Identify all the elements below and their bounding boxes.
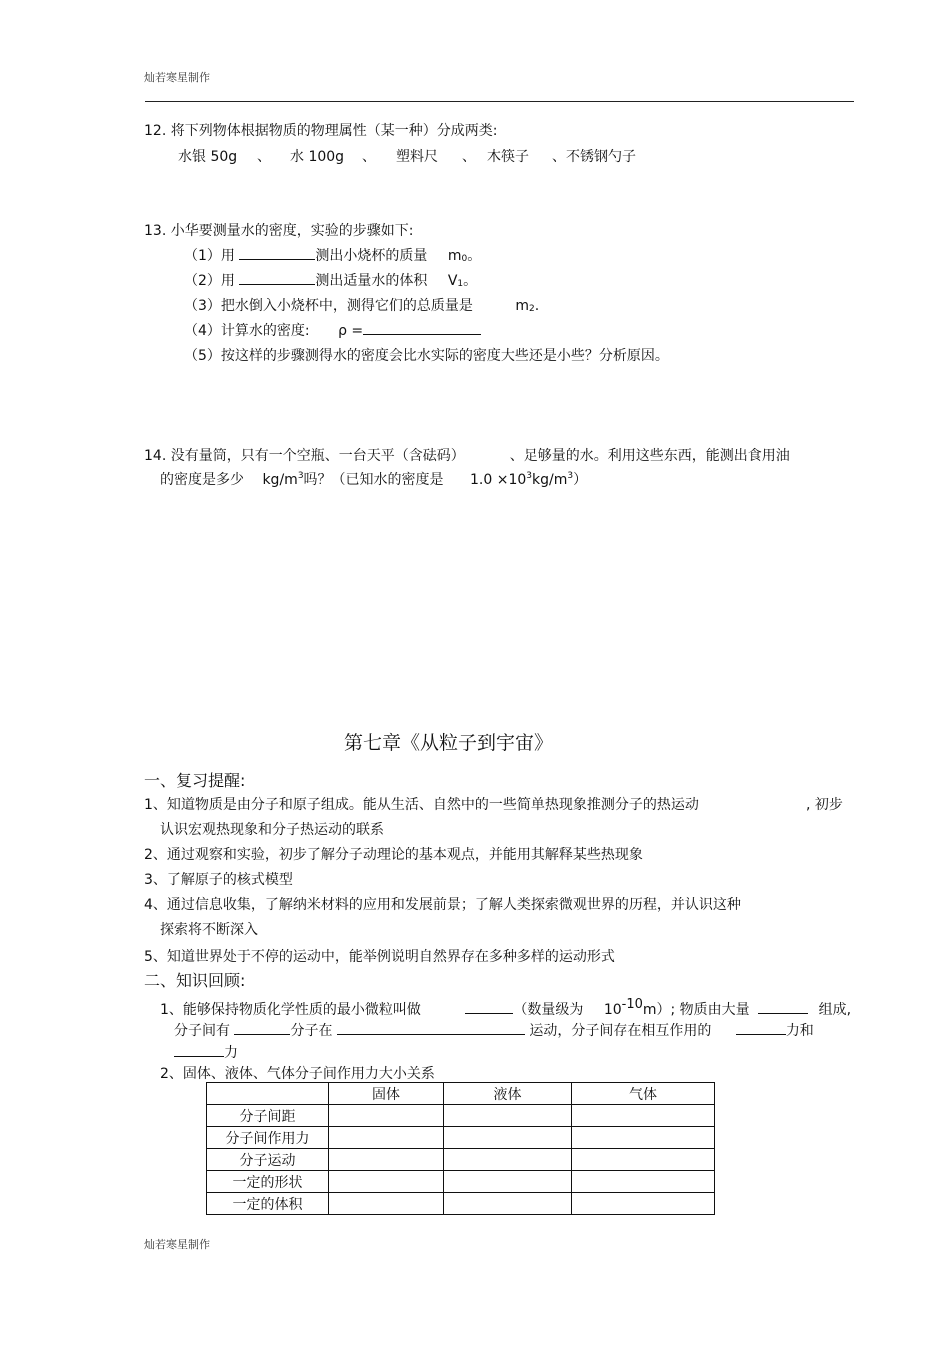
table-row	[207, 1127, 715, 1149]
table-row	[207, 1171, 715, 1193]
q12-prompt: 12. 将下列物体根据物质的物理属性（某一种）分成两类:	[144, 123, 498, 139]
value: 10	[603, 1002, 622, 1018]
q14-text: 14. 没有量筒，只有一个空瓶、一台天平（含砝码）	[144, 448, 458, 464]
review-item-4-cont: 探索将不断深入	[160, 922, 258, 938]
section-heading-review: 一、复习提醒:	[144, 771, 246, 790]
item-text: 组成,	[818, 1002, 852, 1018]
answer-blank[interactable]	[239, 270, 315, 285]
table-header-cell: 气体	[572, 1083, 715, 1105]
section-heading-knowledge: 二、知识回顾:	[144, 971, 246, 990]
symbol: m	[447, 248, 462, 264]
answer-blank[interactable]	[234, 1020, 290, 1035]
answer-blank[interactable]	[736, 1020, 786, 1035]
q12-item: 水银 50g	[178, 149, 238, 165]
q13-step-5: （5）按这样的步骤测得水的密度会比水实际的密度大些还是小些？分析原因。	[184, 348, 669, 364]
q14-line-1	[144, 445, 790, 465]
unit: kg/m	[262, 472, 298, 488]
item-text: m）; 物质由大量	[642, 1002, 750, 1018]
answer-blank[interactable]	[758, 999, 808, 1014]
table-header-cell: 固体	[329, 1083, 444, 1105]
q14-text: ）	[573, 472, 588, 488]
table-row	[207, 1149, 715, 1171]
table-header-cell: 液体	[444, 1083, 572, 1105]
table-cell[interactable]	[444, 1149, 572, 1171]
table-cell[interactable]	[444, 1105, 572, 1127]
q12-item: 水 100g	[290, 149, 345, 165]
table-cell[interactable]	[444, 1171, 572, 1193]
review-item-1-cont: 认识宏观热现象和分子热运动的联系	[160, 822, 384, 838]
item-text: 运动，分子间存在相互作用的	[529, 1023, 712, 1039]
q13-step-1: （1）用 测出小烧杯的质量 $m_0$。	[184, 245, 481, 265]
table-cell[interactable]	[329, 1105, 444, 1127]
value: 1.0 ×10	[470, 472, 527, 488]
table-cell[interactable]	[329, 1149, 444, 1171]
table-cell[interactable]	[444, 1193, 572, 1215]
table-cell[interactable]	[572, 1149, 715, 1171]
knowledge-item-1-line-2	[174, 1020, 814, 1040]
review-item-2: 2、通过观察和实验，初步了解分子动理论的基本观点，并能用其解释某些热现象	[144, 847, 643, 863]
exponent: -10	[621, 997, 643, 1012]
table-cell[interactable]	[572, 1105, 715, 1127]
step-text: 测出小烧杯的质量	[315, 248, 428, 264]
q12-item: 木筷子	[487, 149, 529, 165]
q14-text: 吗？（已知水的密度是	[303, 472, 444, 488]
review-item-1: 1、知道物质是由分子和原子组成。能从生活、自然中的一些简单热现象推测分子的热运动	[144, 797, 699, 813]
q13-step-3: （3）把水倒入小烧杯中，测得它们的总质量是 $m_2$.	[184, 298, 540, 314]
q13-prompt: 13. 小华要测量水的密度，实验的步骤如下:	[144, 223, 414, 239]
table-row-label: 分子运动	[207, 1149, 329, 1171]
table-cell[interactable]	[444, 1127, 572, 1149]
q12-sep: 、	[257, 149, 271, 165]
review-item-3: 3、了解原子的核式模型	[144, 872, 293, 888]
item-text: 分子在	[290, 1023, 333, 1039]
knowledge-item-1	[160, 997, 851, 1019]
step-text: （1）用	[184, 248, 235, 264]
knowledge-item-1-line-3	[174, 1042, 238, 1062]
table-cell[interactable]	[329, 1193, 444, 1215]
page-footer: 灿若寒星制作	[144, 1238, 210, 1251]
chapter-title: 第七章《从粒子到宇宙》	[344, 732, 554, 754]
table-header-cell	[207, 1083, 329, 1105]
symbol: V	[447, 273, 458, 289]
answer-blank[interactable]	[363, 320, 481, 335]
table-row-label: 一定的体积	[207, 1193, 329, 1215]
symbol: m	[515, 298, 529, 314]
step-text: 测出适量水的体积	[315, 273, 428, 289]
q12-sep: 、	[362, 149, 376, 165]
table-cell[interactable]	[572, 1193, 715, 1215]
q13-step-2: （2）用 测出适量水的体积 $V_1$。	[184, 270, 477, 290]
unit: kg/m	[532, 472, 568, 488]
q13-step-4	[184, 320, 481, 340]
review-item-4: 4、通过信息收集，了解纳米材料的应用和发展前景；了解人类探索微观世界的历程，并认识这种	[144, 897, 741, 913]
answer-blank[interactable]	[465, 999, 513, 1014]
page-header: 灿若寒星制作	[144, 71, 210, 84]
q14-line-2: 的密度是多少 $kg/m^3$吗？（已知水的密度是 $1.0 \times 10^3kg/m^3$）	[160, 471, 588, 488]
table-cell[interactable]	[329, 1171, 444, 1193]
review-item-1-tail: , 初步	[806, 797, 843, 813]
answer-blank[interactable]	[337, 1020, 525, 1035]
review-item-5: 5、知道世界处于不停的运动中，能举例说明自然界存在多种多样的运动形式	[144, 949, 615, 965]
table-cell[interactable]	[572, 1127, 715, 1149]
q12-item: 塑料尺	[396, 149, 438, 165]
item-text: 力	[224, 1045, 238, 1061]
knowledge-item-2: 2、固体、液体、气体分子间作用力大小关系	[160, 1066, 435, 1082]
table-cell[interactable]	[572, 1171, 715, 1193]
q14-text: 、足够量的水。利用这些东西，能测出食用油	[509, 448, 790, 464]
item-text: 分子间有	[174, 1023, 230, 1039]
symbol: ρ =	[338, 323, 364, 339]
item-text: （数量级为	[513, 1002, 584, 1018]
step-text: （4）计算水的密度:	[184, 323, 310, 339]
table-row-label: 一定的形状	[207, 1171, 329, 1193]
table-cell[interactable]	[329, 1127, 444, 1149]
q14-text: 的密度是多少	[160, 472, 244, 488]
step-text: （2）用	[184, 273, 235, 289]
item-text: 1、能够保持物质化学性质的最小微粒叫做	[160, 1002, 421, 1018]
table-header-row	[207, 1083, 715, 1105]
table-row-label: 分子间距	[207, 1105, 329, 1127]
answer-blank[interactable]	[239, 245, 315, 260]
header-divider	[145, 101, 854, 102]
table-row	[207, 1193, 715, 1215]
table-row-label: 分子间作用力	[207, 1127, 329, 1149]
molecule-comparison-table	[206, 1082, 715, 1215]
step-text: （3）把水倒入小烧杯中，测得它们的总质量是	[184, 298, 473, 314]
q12-item: 、不锈钢勺子	[552, 149, 636, 165]
q12-sep: 、	[462, 149, 476, 165]
table-row	[207, 1105, 715, 1127]
answer-blank[interactable]	[174, 1042, 224, 1057]
item-text: 力和	[785, 1023, 814, 1039]
